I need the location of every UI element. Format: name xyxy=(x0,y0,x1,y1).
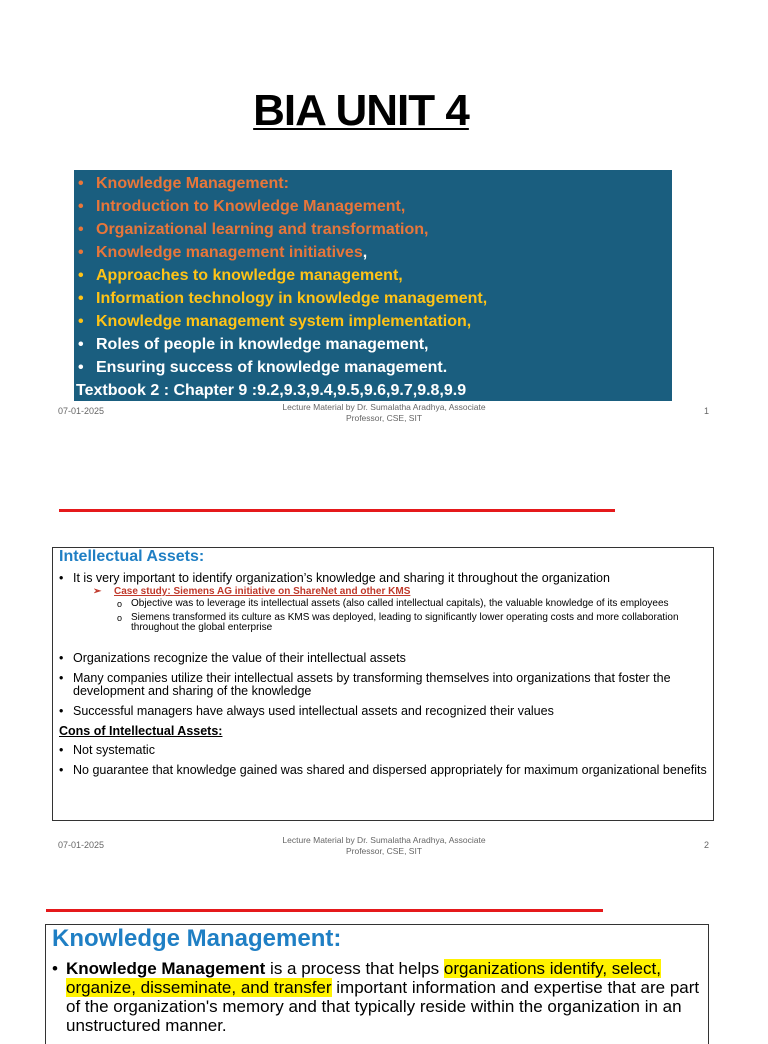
topic-item xyxy=(78,264,672,287)
bullet-identify-knowledge: • It is very important to identify organization’s knowledge and sharing it throughout the organization xyxy=(59,572,707,585)
bullet-icon: • xyxy=(78,221,84,238)
bullet-icon: • xyxy=(78,244,84,261)
slide2-red-divider xyxy=(59,509,615,512)
km-highlight: organizations identify, select, organize, disseminate, and transfer xyxy=(66,959,661,997)
credit-line-1: Lecture Material by Dr. Sumalatha Aradhya, Associate xyxy=(282,402,486,412)
intellectual-assets-heading: Intellectual Assets: xyxy=(59,548,205,565)
topic-text: Introduction to Knowledge Management, xyxy=(96,198,406,215)
topic-text: Roles of people in knowledge management, xyxy=(96,336,429,353)
case-study-title: Case study: Siemens AG initiative on ShareNet and other KMS xyxy=(114,586,411,597)
cons-heading: Cons of Intellectual Assets: xyxy=(59,723,223,738)
topic-item xyxy=(78,218,672,241)
sub-bullet-objective: o Objective was to leverage its intellectual assets (also called intellectual capitals), the valuable knowledge of its employees xyxy=(59,599,707,610)
bullet-icon: • xyxy=(78,290,84,307)
slide3-red-divider xyxy=(46,909,603,912)
slide1-content-box xyxy=(74,170,672,401)
bullet-recognize-value: • Organizations recognize the value of their intellectual assets xyxy=(59,652,707,665)
credit-line-2: Professor, CSE, SIT xyxy=(345,846,423,856)
slide3-body xyxy=(52,959,702,1042)
topic-item xyxy=(78,287,672,310)
cons-bullet-not-systematic: • Not systematic xyxy=(59,744,707,757)
topic-text: Knowledge management system implementation, xyxy=(96,313,472,330)
topic-text: Knowledge Management: xyxy=(96,175,289,192)
bullet-utilize-assets: • Many companies utilize their intellectual assets by transforming themselves into organizations that foster the development and sharing of the knowledge xyxy=(59,672,707,698)
slide2-body xyxy=(59,572,707,784)
km-text-b: important information and expertise that are part of the organization's memory and that typically reside within the organization in an unstructured manner. xyxy=(66,978,700,1035)
bullet-icon: • xyxy=(78,267,84,284)
topic-text: Information technology in knowledge management, xyxy=(96,290,488,307)
topic-item xyxy=(78,195,672,218)
slide2-footer-date: 07-01-2025 xyxy=(58,840,105,850)
topic-item xyxy=(78,172,672,195)
textbook-reference: Textbook 2 : Chapter 9 :9.2,9.3,9.4,9.5,9.6,9.7,9.8,9.9 xyxy=(76,382,467,399)
km-text-a: is a process that helps xyxy=(265,959,444,978)
topic-item xyxy=(78,310,672,333)
bullet-icon: • xyxy=(78,198,84,215)
case-study-line xyxy=(59,585,707,598)
topic-item xyxy=(78,356,672,379)
slide2-page-number: 2 xyxy=(704,840,710,850)
credit-line-2: Professor, CSE, SIT xyxy=(345,413,423,423)
credit-line-1: Lecture Material by Dr. Sumalatha Aradhya, Associate xyxy=(282,835,486,845)
cons-bullet-no-guarantee: • No guarantee that knowledge gained was shared and dispersed appropriately for maximum organizational benefits xyxy=(59,764,707,777)
bullet-icon: • xyxy=(78,175,84,192)
topic-list xyxy=(74,170,672,379)
bullet-icon: • xyxy=(78,336,84,353)
topic-item xyxy=(78,333,672,356)
bullet-icon: • xyxy=(78,313,84,330)
slide1-title: BIA UNIT 4 xyxy=(253,86,469,135)
slide1-page-number: 1 xyxy=(704,406,710,416)
bullet-icon: • xyxy=(78,359,84,376)
topic-text: Approaches to knowledge management, xyxy=(96,267,403,284)
arrow-bullet-icon: ➢ xyxy=(93,586,102,597)
slide2-footer-credit xyxy=(234,835,534,857)
topic-suffix: , xyxy=(362,244,368,261)
topic-text: Ensuring success of knowledge management. xyxy=(96,359,448,376)
sub-bullet-culture: o Siemens transformed its culture as KMS was deployed, leading to significantly lower operating costs and more collaboration throughout the global enterprise xyxy=(59,613,707,634)
knowledge-management-heading: Knowledge Management: xyxy=(52,925,342,952)
slide3-content-box xyxy=(45,924,709,1044)
bullet-successful-managers: • Successful managers have always used intellectual assets and recognized their values xyxy=(59,705,707,718)
slide2-content-box xyxy=(52,547,714,821)
slide1-footer-date: 07-01-2025 xyxy=(58,406,105,416)
topic-text: Organizational learning and transformation, xyxy=(96,221,429,238)
slide1-footer-credit xyxy=(234,402,534,424)
km-term: Knowledge Management xyxy=(66,959,266,978)
topic-text: Knowledge management initiatives xyxy=(96,244,363,261)
topic-item xyxy=(78,241,672,264)
